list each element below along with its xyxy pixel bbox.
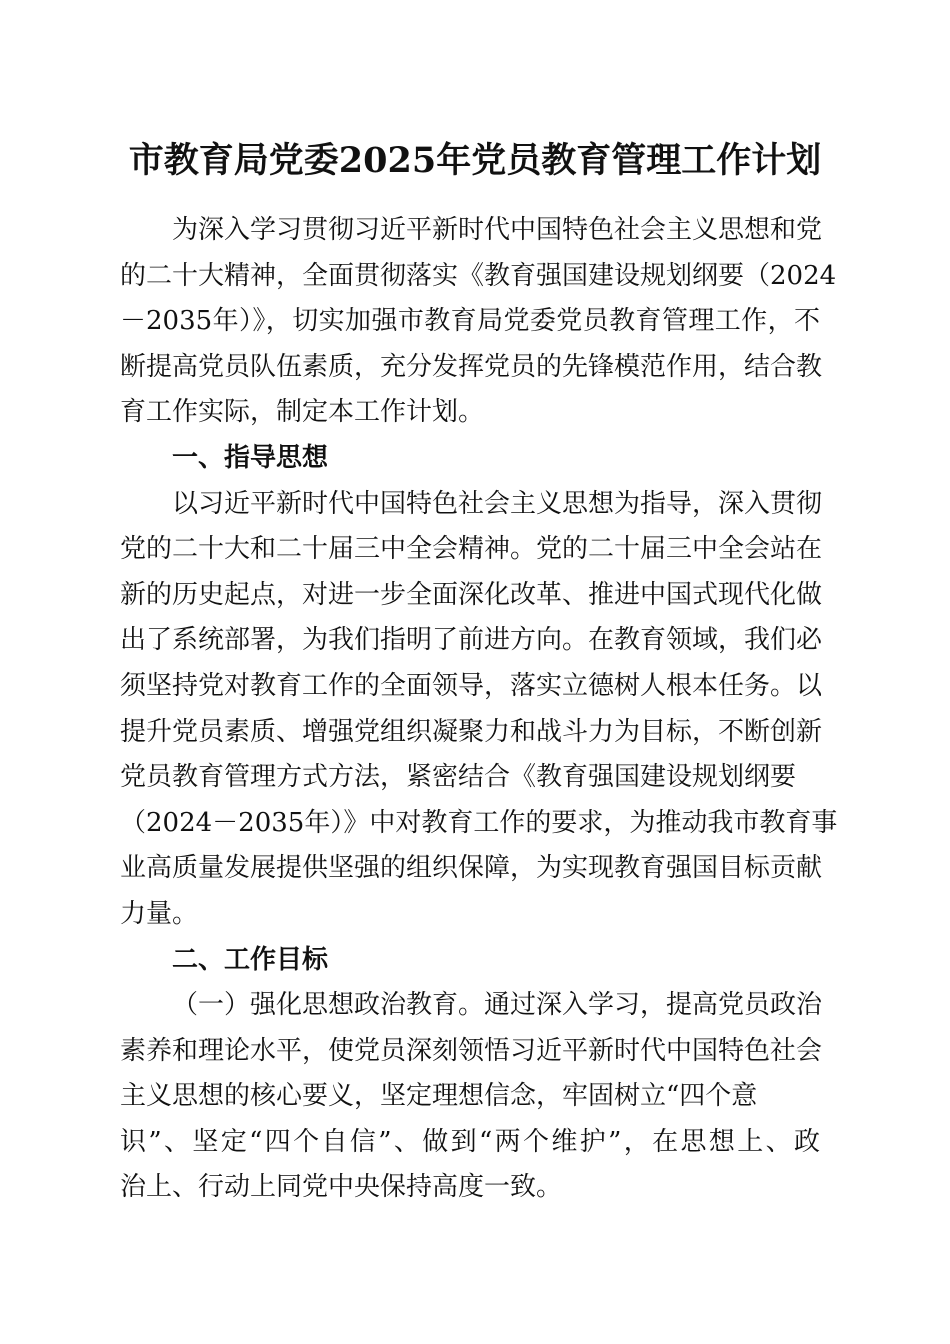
- paragraph-line: 的二十大精神，全面贯彻落实《教育强国建设规划纲要（2024: [120, 260, 837, 291]
- document-body: [120, 208, 838, 1211]
- paragraph-line: 治上、行动上同党中央保持高度一致。: [120, 1172, 563, 1203]
- section-heading: 一、指导思想: [172, 442, 329, 473]
- paragraph-line: 新的历史起点，对进一步全面深化改革、推进中国式现代化做: [120, 579, 823, 610]
- paragraph-line: －2035年）》，切实加强市教育局党委党员教育管理工作，不: [120, 306, 820, 337]
- paragraph-line: （一）强化思想政治教育。通过深入学习，提高党员政治: [172, 990, 823, 1021]
- paragraph-line: 素养和理论水平，使党员深刻领悟习近平新时代中国特色社会: [120, 1035, 823, 1066]
- paragraph-line: （2024－2035年）》中对教育工作的要求，为推动我市教育事: [120, 807, 838, 838]
- paragraph-line: 业高质量发展提供坚强的组织保障，为实现教育强国目标贡献: [120, 853, 823, 884]
- paragraph-line: 须坚持党对教育工作的全面领导，落实立德树人根本任务。以: [120, 670, 823, 701]
- paragraph-line: 党员教育管理方式方法，紧密结合《教育强国建设规划纲要: [120, 762, 797, 793]
- paragraph-line: 以习近平新时代中国特色社会主义思想为指导，深入贯彻: [172, 488, 823, 519]
- paragraph-line: 提升党员素质、增强党组织凝聚力和战斗力为目标，不断创新: [120, 716, 823, 747]
- paragraph-line: 党的二十大和二十届三中全会精神。党的二十届三中全会站在: [120, 534, 823, 565]
- section-heading: 二、工作目标: [172, 944, 329, 975]
- paragraph-line: 断提高党员队伍素质，充分发挥党员的先锋模范作用，结合教: [120, 351, 823, 382]
- document-title: 市教育局党委2025年党员教育管理工作计划: [128, 140, 822, 181]
- paragraph-line: 主义思想的核心要义，坚定理想信念，牢固树立“四个意: [120, 1081, 758, 1112]
- paragraph-line: 力量。: [120, 898, 199, 929]
- paragraph-line: 育工作实际，制定本工作计划。: [120, 397, 485, 428]
- paragraph-line: 出了系统部署，为我们指明了前进方向。在教育领域，我们必: [120, 625, 823, 656]
- paragraph-line: 为深入学习贯彻习近平新时代中国特色社会主义思想和党: [172, 215, 823, 245]
- paragraph-line: 识”、坚定“四个自信”、做到“两个维护”，在思想上、政: [120, 1126, 820, 1157]
